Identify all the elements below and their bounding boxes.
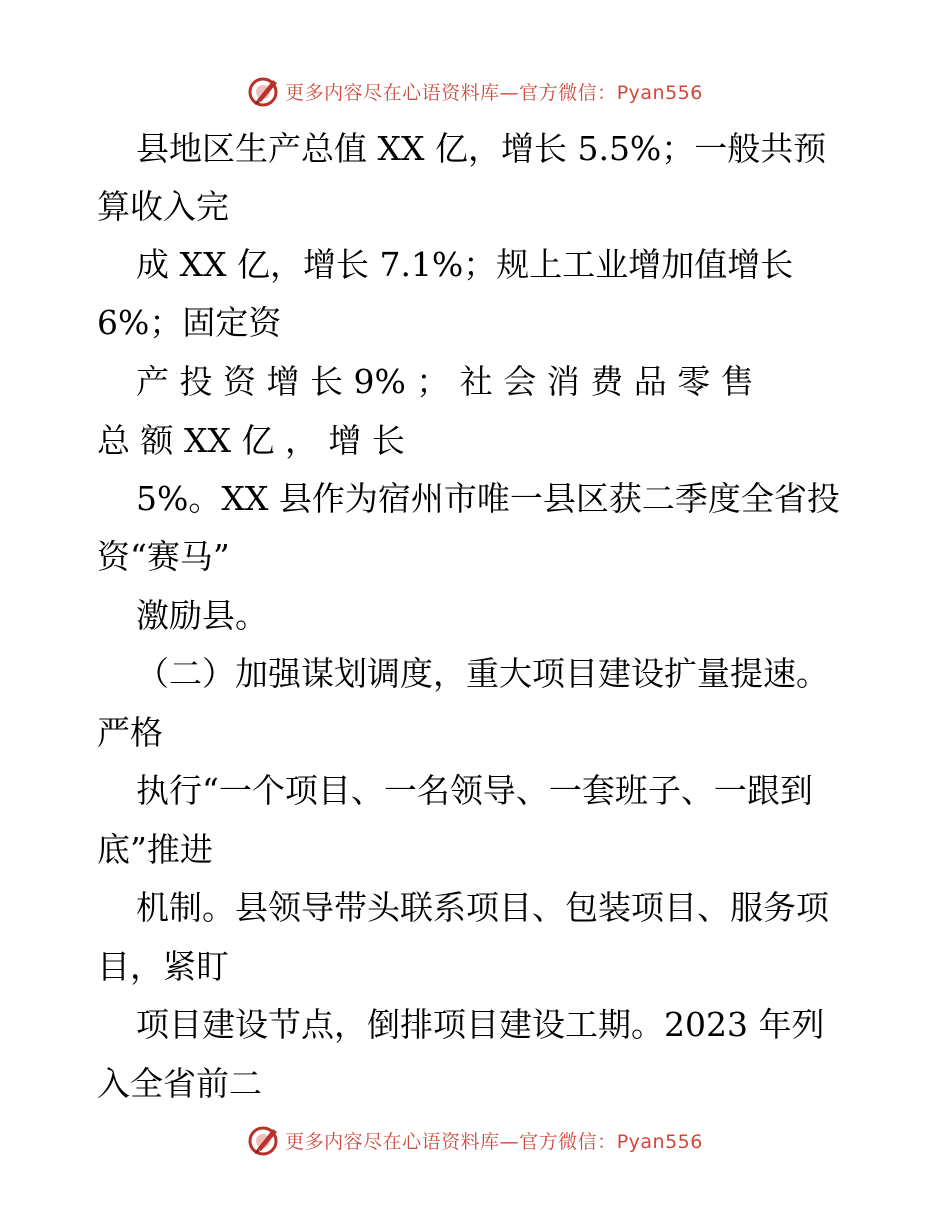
- text-line: 项目建设节点，倒排项目建设工期。2023 年列: [136, 1005, 825, 1044]
- text-line: 5%。XX 县作为宿州市唯一县区获二季度全省投: [136, 479, 840, 518]
- watermark-separator: —: [499, 81, 520, 104]
- text-line: 底”推进: [97, 830, 213, 869]
- text-line: 县地区生产总值 XX 亿，增长 5.5%；一般共预: [136, 129, 827, 168]
- watermark-contact: 官方微信：: [519, 81, 617, 104]
- text-line: 算收入完: [97, 187, 229, 226]
- watermark-contact-id: Pyan556: [616, 1130, 703, 1153]
- watermark-text: [285, 1127, 703, 1154]
- watermark-text: [285, 78, 703, 105]
- text-line: 资“赛马”: [97, 537, 230, 576]
- text-line: 6%；固定资: [97, 303, 282, 342]
- watermark-separator: —: [499, 1130, 520, 1153]
- text-line: 入全省前二: [97, 1064, 262, 1103]
- pen-circle-logo-icon: [247, 74, 281, 108]
- watermark-brand: 更多内容尽在心语资料库: [285, 1130, 500, 1153]
- text-line: 成 XX 亿，增长 7.1%；规上工业增加值增长: [136, 245, 794, 284]
- pen-circle-logo-icon: [247, 1123, 281, 1157]
- text-line: 激励县。: [136, 596, 268, 635]
- text-line: （二）加强谋划调度，重大项目建设扩量提速。: [136, 654, 829, 693]
- text-line: 执行“一个项目、一名领导、一套班子、一跟到: [136, 771, 813, 810]
- watermark-contact: 官方微信：: [519, 1130, 617, 1153]
- watermark-contact-id: Pyan556: [616, 81, 703, 104]
- text-line: 产 投 资 增 长 9% ； 社 会 消 费 品 零 售: [136, 362, 754, 401]
- watermark-brand: 更多内容尽在心语资料库: [285, 81, 500, 104]
- text-line: 机制。县领导带头联系项目、包装项目、服务项: [136, 888, 829, 927]
- watermark-banner-top: [0, 71, 950, 111]
- text-line: 目，紧盯: [97, 947, 229, 986]
- watermark-banner-bottom: [0, 1120, 950, 1160]
- text-line: 严格: [97, 713, 163, 752]
- text-line: 总 额 XX 亿 ， 增 长: [97, 421, 405, 460]
